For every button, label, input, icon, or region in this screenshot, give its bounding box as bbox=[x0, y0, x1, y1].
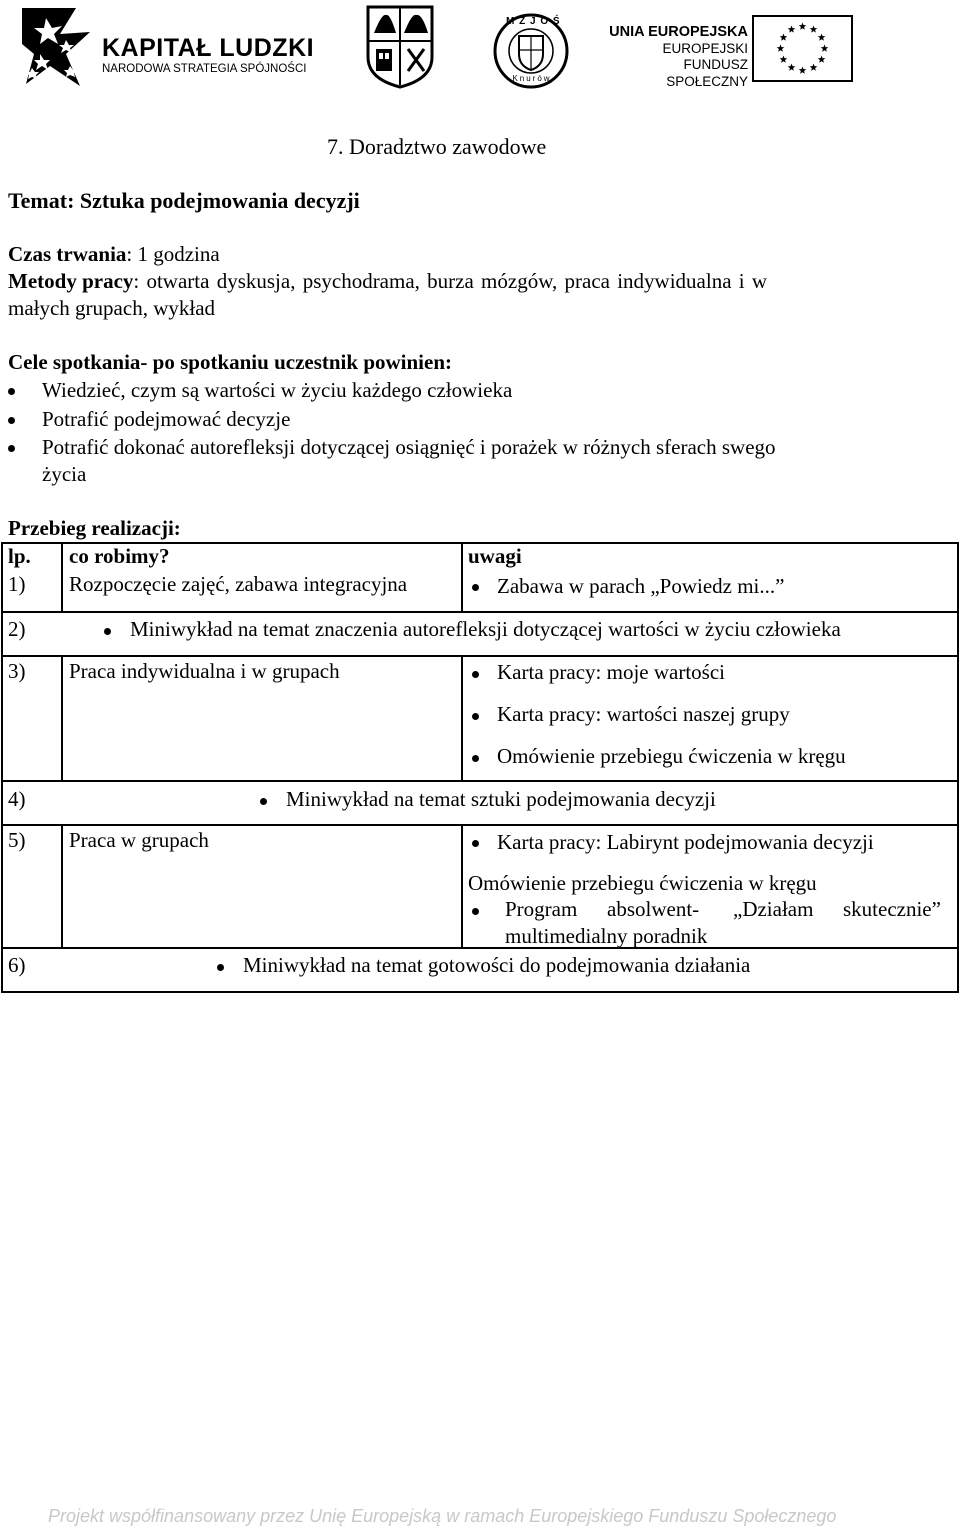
eu-stars-flag-icon bbox=[752, 15, 853, 82]
row-lp: 4) bbox=[8, 787, 26, 811]
row-lp: 2) bbox=[8, 617, 26, 641]
eu-text-block bbox=[598, 24, 748, 90]
methods-line-cont: małych grupach, wykład bbox=[8, 296, 216, 320]
row-note: Karta pracy: wartości naszej grupy bbox=[497, 702, 790, 726]
duration-label: Czas trwania bbox=[8, 242, 127, 266]
mzjos-top-letters: M Z J O Ś bbox=[506, 16, 561, 27]
row-note: Karta pracy: Labirynt podejmowania decyzji bbox=[497, 830, 874, 854]
header-lp: lp. bbox=[8, 544, 31, 568]
bullet-icon bbox=[8, 388, 15, 395]
coat-of-arms-logo bbox=[366, 5, 434, 89]
duration-value: : 1 godzina bbox=[126, 242, 220, 266]
eu-flag-logo bbox=[752, 15, 853, 82]
bullet-icon bbox=[8, 445, 15, 452]
mzjos-bottom-letters: Knurów bbox=[512, 74, 552, 83]
row-note: skutecznie” bbox=[843, 897, 941, 921]
kapital-ludzki-subtitle: NARODOWA STRATEGIA SPÓJNOŚCI bbox=[102, 63, 307, 75]
footer-note: Projekt współfinansowany przez Unię Europejską w ramach Europejskiego Funduszu Społecznego bbox=[48, 1506, 837, 1526]
row-lp: 6) bbox=[8, 953, 26, 977]
row-activity: Miniwykład na temat znaczenia autorefleksji dotyczącej wartości w życiu człowieka bbox=[130, 617, 841, 641]
bullet-icon bbox=[472, 671, 479, 678]
row-activity: Rozpoczęcie zajęć, zabawa integracyjna bbox=[69, 572, 408, 596]
kapital-ludzki-logo bbox=[20, 4, 320, 90]
plan-table bbox=[1, 542, 959, 993]
row-activity: Miniwykład na temat sztuki podejmowania decyzji bbox=[286, 787, 716, 811]
row-note: Zabawa w parach „Powiedz mi...” bbox=[497, 574, 785, 598]
methods-line bbox=[8, 269, 888, 294]
bullet-icon bbox=[472, 713, 479, 720]
goals-heading: Cele spotkania- po spotkaniu uczestnik powinien: bbox=[8, 350, 453, 374]
plan-heading: Przebieg realizacji: bbox=[8, 516, 181, 540]
eu-line-1: UNIA EUROPEJSKA bbox=[609, 24, 748, 40]
topic-title: Temat: Sztuka podejmowania decyzji bbox=[8, 188, 360, 213]
coat-of-arms-icon bbox=[366, 5, 434, 89]
eu-line-2: EUROPEJSKI bbox=[662, 40, 748, 56]
bullet-icon bbox=[472, 755, 479, 762]
kapital-ludzki-title: KAPITAŁ LUDZKI bbox=[102, 34, 315, 62]
row-activity: Praca indywidualna i w grupach bbox=[69, 659, 340, 683]
mzjos-logo bbox=[492, 12, 570, 90]
bullet-icon bbox=[104, 628, 111, 635]
bullet-icon bbox=[260, 798, 267, 805]
bullet-icon bbox=[472, 584, 479, 591]
goal-text: Wiedzieć, czym są wartości w życiu każdego człowieka bbox=[42, 378, 513, 402]
row-lp: 3) bbox=[8, 659, 26, 683]
kapital-ludzki-emblem-icon bbox=[20, 4, 100, 90]
row-note: Omówienie przebiegu ćwiczenia w kręgu bbox=[497, 744, 846, 768]
row-activity: Praca w grupach bbox=[69, 828, 209, 852]
methods-label: Metody pracy bbox=[8, 269, 134, 293]
eu-line-3: FUNDUSZ SPOŁECZNY bbox=[666, 57, 748, 89]
goal-text: Potrafić dokonać autorefleksji dotyczącej osiągnięć i porażek w różnych sferach swego bbox=[42, 435, 776, 459]
row-note: multimedialny poradnik bbox=[505, 924, 708, 948]
row-note: Program bbox=[505, 897, 578, 921]
bullet-icon bbox=[472, 840, 479, 847]
row-note: absolwent- bbox=[607, 897, 700, 921]
bullet-icon bbox=[472, 908, 479, 915]
row-lp: 5) bbox=[8, 828, 26, 852]
section-heading: 7. Doradztwo zawodowe bbox=[327, 134, 547, 159]
row-activity: Miniwykład na temat gotowości do podejmowania działania bbox=[243, 953, 751, 977]
goal-text-cont: życia bbox=[42, 462, 87, 486]
header-notes: uwagi bbox=[468, 544, 522, 568]
bullet-icon bbox=[217, 964, 224, 971]
row-note: „Działam bbox=[733, 897, 814, 921]
methods-value: : otwarta dyskusja, psychodrama, burza mózgów, praca indywidualna i w bbox=[133, 269, 768, 293]
bullet-icon bbox=[8, 417, 15, 424]
row-note: Omówienie przebiegu ćwiczenia w kręgu bbox=[468, 871, 817, 895]
duration-line bbox=[8, 242, 220, 267]
goal-text: Potrafić podejmować decyzje bbox=[42, 407, 291, 431]
row-lp: 1) bbox=[8, 572, 26, 596]
header-what: co robimy? bbox=[69, 544, 170, 568]
row-note: Karta pracy: moje wartości bbox=[497, 660, 725, 684]
